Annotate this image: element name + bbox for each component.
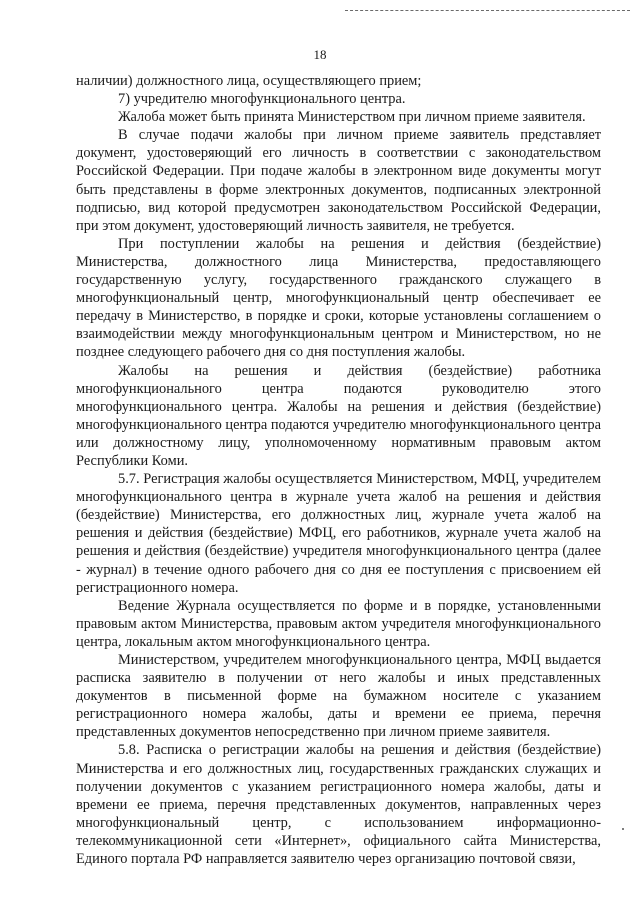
page-number: 18	[313, 47, 327, 62]
paragraph: Жалоба может быть принята Министерством при личном приеме заявителя.	[118, 109, 586, 126]
paragraph: 7) учредителю многофункционального центра.	[118, 91, 406, 108]
document-body	[76, 72, 601, 868]
paragraph: Ведение Журнала осуществляется по форме и в порядке, установленными правовым актом Министерства, правовым актом учредителя многофункционального центра, локальным актом многофункционального центра.	[76, 597, 601, 650]
paragraph: 5.8. Расписка о регистрации жалобы на решения и действия (бездействие) Министерства и его должностных лиц, государственных гражданских служащих и получении документов с указанием регистрационного номера жалобы, даты и времени ее приема, перечня представленных документов, направленных через многофункциональный центр, с использованием информационно-телекоммуникационной сети «Интернет», официального сайта Министерства, Единого портала РФ направляется заявителю через организацию почтовой связи,	[76, 742, 601, 868]
scan-speck	[622, 828, 624, 830]
paragraph: наличии) должностного лица, осуществляющего прием;	[76, 73, 422, 89]
paragraph: При поступлении жалобы на решения и действия (бездействие) Министерства, должностного лица Министерства, предоставляющего государственную услугу, государственного гражданского служащего в многофункциональный центр, многофункциональный центр обеспечивает ее передачу в Министерство, в порядке и сроки, которые установлены соглашением о взаимодействии между многофункциональным центром и Министерством, но не позднее следующего рабочего дня со дня поступления жалобы.	[76, 235, 601, 361]
scan-edge-line	[345, 10, 630, 11]
paragraph: Жалобы на решения и действия (бездействие) работника многофункционального центра подаются руководителю этого многофункционального центра. Жалобы на решения и действия (бездействие) многофункционального центра подаются учредителю многофункционального центра или должностному лицу, уполномоченному нормативным правовым актом Республики Коми.	[76, 362, 601, 469]
paragraph: Министерством, учредителем многофункционального центра, МФЦ выдается расписка заявителю в получении от него жалобы и иных представленных документов в письменной форме на бумажном носителе с указанием регистрационного номера жалобы, даты и времени ее приема, перечня представленных документов непосредственно при личном приеме заявителя.	[76, 652, 601, 741]
paragraph: 5.7. Регистрация жалобы осуществляется Министерством, МФЦ, учредителем многофункционального центра в журнале учета жалоб на решения и действия (бездействие) Министерства, его должностных лиц, журнале учета жалоб на решения и действия (бездействие) МФЦ, его работников, журнале учета жалоб на решения и действия (бездействие) учредителя многофункционального центра (далее - журнал) в течение одного рабочего дня со дня ее поступления с присвоением ей регистрационного номера.	[76, 471, 601, 596]
paragraph: В случае подачи жалобы при личном приеме заявитель представляет документ, удостоверяющий его личность в соответствии с законодательством Российской Федерации. При подаче жалобы в электронном виде документы могут быть представлены в форме электронных документов, подписанных электронной подписью, вид которой предусмотрен законодательством Российской Федерации, при этом документ, удостоверяющий личность заявителя, не требуется.	[76, 127, 601, 234]
